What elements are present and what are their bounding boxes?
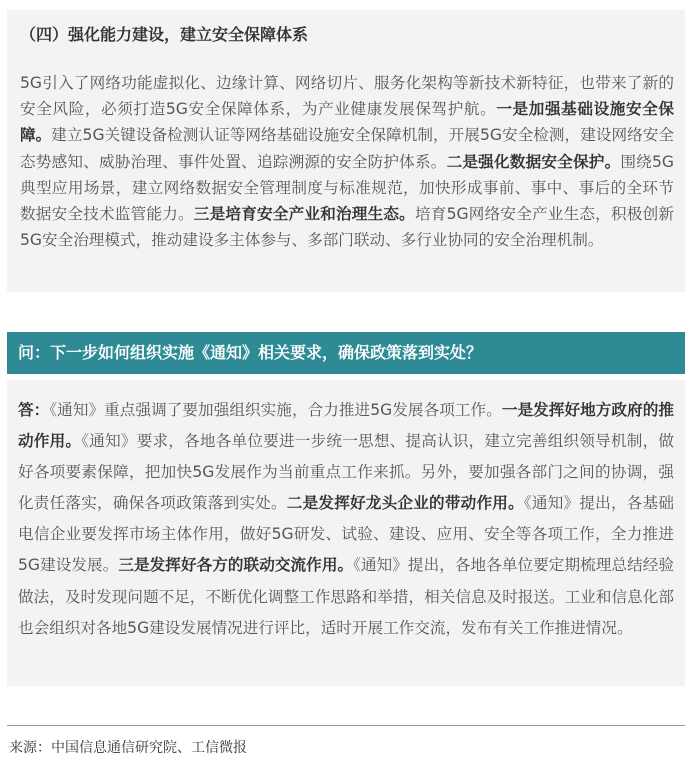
paragraph-text: 培育5G网络安全产业生态，积极创新5G安全治理模式，推动建设多主体参与、多部门联动、多行业协同的安全治理机制。 (20, 205, 674, 250)
section-paragraph (20, 70, 674, 253)
section-heading: （四）强化能力建设，建立安全保障体系 (20, 25, 309, 44)
question-banner: 问：下一步如何组织实施《通知》相关要求，确保政策落到实处？ (7, 332, 685, 374)
paragraph-emphasis: 二是强化数据安全保护。 (446, 152, 621, 171)
paragraph-text: 建立5G关键设备检测认证等网络基础设施安全保障机制，开展5G安全检测，建设网络安全态势感知、威胁治理、事件处置、追踪溯源的安全防护体系。 (20, 126, 674, 171)
answer-text: 《通知》提出，各基础电信企业要发挥市场主体作用，做好5G研发、试验、建设、应用、安全等各项工作，全力推进5G建设发展。 (18, 494, 674, 575)
answer-emphasis: 二是发挥好龙头企业的带动作用。 (286, 494, 524, 513)
security-section-panel (7, 10, 685, 292)
answer-emphasis: 一是发挥好地方政府的推动作用。 (18, 401, 674, 451)
answer-panel (7, 380, 685, 686)
paragraph-text: 围绕5G典型应用场景，建立网络数据安全管理制度与标准规范，加快形成事前、事中、事后的全环节数据安全技术监管能力。 (20, 152, 674, 224)
answer-label: 答： (18, 401, 50, 419)
paragraph-text: 5G引入了网络功能虚拟化、边缘计算、网络切片、服务化架构等新技术新特征，也带来了新的安全风险，必须打造5G安全保障体系，为产业健康发展保驾护航。 (20, 74, 674, 119)
answer-emphasis: 三是发挥好各方的联动交流作用。 (118, 556, 354, 575)
source-credit: 来源：中国信息通信研究院、工信微报 (9, 740, 247, 756)
answer-text: 《通知》提出，各地各单位要定期梳理总结经验做法，及时发现问题不足，不断优化调整工作思路和举措，相关信息及时报送。工业和信息化部也会组织对各地5G建设发展情况进行评比，适时开展工作交流，发布有关工作推进情况。 (18, 556, 674, 637)
answer-text: 《通知》重点强调了要加强组织实施，合力推进5G发展各项工作。 (49, 401, 502, 419)
paragraph-emphasis: 一是加强基础设施安全保障。 (20, 100, 674, 145)
footer-divider (7, 725, 685, 726)
answer-text: 《通知》要求，各地各单位要进一步统一思想、提高认识，建立完善组织领导机制，做好各项要素保障，把加快5G发展作为当前重点工作来抓。另外，要加强各部门之间的协调，强化责任落实，确保各项政策落到实处。 (18, 432, 674, 513)
paragraph-emphasis: 三是培育安全产业和治理生态。 (193, 205, 415, 224)
answer-paragraph (18, 395, 674, 644)
